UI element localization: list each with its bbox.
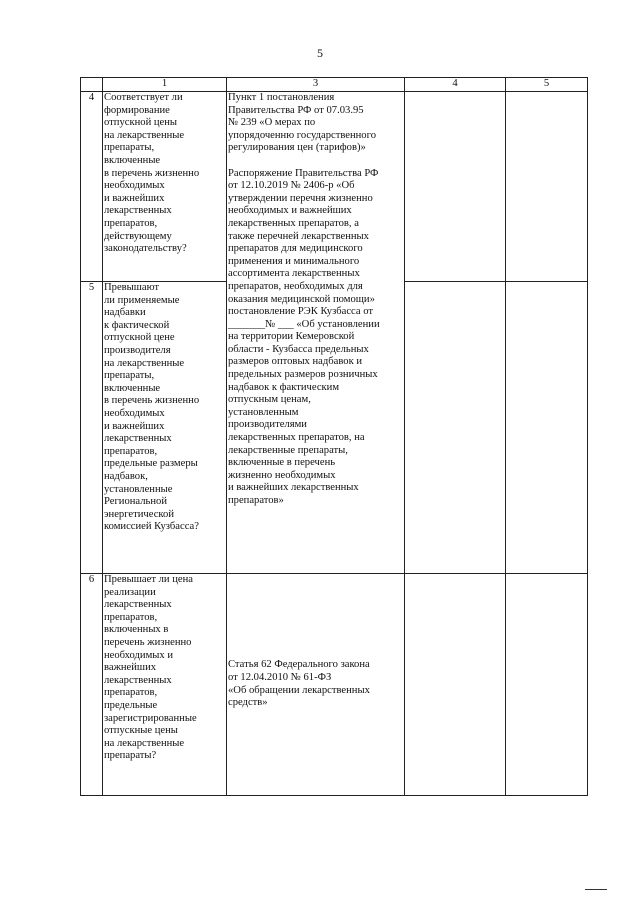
question-line: лекарственных bbox=[104, 599, 172, 611]
basis-line: Распоряжение Правительства РФ bbox=[228, 167, 379, 179]
question-line: Превышают bbox=[104, 282, 160, 293]
legal-basis-cell bbox=[227, 92, 405, 574]
question-line: Соответствует ли bbox=[104, 92, 183, 103]
row-number: 4 bbox=[81, 92, 103, 282]
note-cell bbox=[506, 574, 588, 796]
basis-line: и важнейших лекарственных bbox=[228, 482, 359, 494]
question-cell bbox=[103, 92, 227, 282]
blank-line bbox=[228, 155, 403, 168]
basis-line: Пункт 1 постановления bbox=[228, 92, 335, 103]
header-cell-num bbox=[81, 78, 103, 92]
question-line: препаратов, bbox=[104, 687, 158, 699]
question-line: препаратов, bbox=[104, 611, 158, 623]
basis-line: жизненно необходимых bbox=[228, 469, 336, 481]
question-line: Региональной bbox=[104, 496, 167, 508]
header-cell-4: 4 bbox=[405, 78, 506, 92]
question-line: производителя bbox=[104, 344, 171, 356]
question-line: препараты, bbox=[104, 142, 155, 154]
table-row bbox=[81, 92, 588, 282]
question-line: препаратов, bbox=[104, 217, 158, 229]
basis-line: препаратов» bbox=[228, 495, 284, 506]
basis-line: размеров оптовых надбавок и bbox=[228, 356, 363, 368]
question-line: реализации bbox=[104, 586, 156, 598]
basis-line: включенные в перечень bbox=[228, 457, 336, 469]
question-line: необходимых bbox=[104, 407, 165, 419]
question-line: в перечень жизненно bbox=[104, 167, 200, 179]
basis-line: препаратов, необходимых для bbox=[228, 280, 363, 292]
note-cell bbox=[506, 92, 588, 282]
question-line: препараты, bbox=[104, 370, 155, 382]
basis-line: необходимых и важнейших bbox=[228, 205, 352, 217]
basis-line: производителями bbox=[228, 419, 307, 431]
basis-line: лекарственных препаратов, на bbox=[228, 432, 365, 444]
basis-line: предельных размеров розничных bbox=[228, 369, 378, 381]
question-line: установленные bbox=[104, 483, 173, 495]
basis-line: средств» bbox=[228, 697, 268, 709]
header-cell-5: 5 bbox=[506, 78, 588, 92]
question-line: отпускной цене bbox=[104, 332, 175, 344]
question-line: надбавок, bbox=[104, 470, 148, 482]
question-line: предельные размеры bbox=[104, 458, 198, 470]
legal-basis-cell bbox=[227, 574, 405, 796]
question-line: необходимых bbox=[104, 180, 165, 192]
basis-line: от 12.04.2010 № 61-ФЗ bbox=[228, 671, 332, 683]
question-line: надбавки bbox=[104, 307, 146, 319]
answer-cell bbox=[405, 92, 506, 282]
question-line: на лекарственные bbox=[104, 129, 185, 141]
row-number: 6 bbox=[81, 574, 103, 796]
question-line: предельные bbox=[104, 699, 158, 711]
basis-line: от 12.10.2019 № 2406-р «Об bbox=[228, 180, 355, 192]
question-line: и важнейших bbox=[104, 192, 165, 204]
question-line: действующему bbox=[104, 230, 172, 242]
question-line: лекарственных bbox=[104, 205, 172, 217]
basis-line: отпускным ценам, bbox=[228, 394, 311, 406]
question-line: необходимых и bbox=[104, 649, 174, 661]
question-line: важнейших bbox=[104, 662, 157, 674]
checklist-table bbox=[80, 77, 588, 796]
basis-line: оказания медицинской помощи» bbox=[228, 293, 375, 305]
answer-cell bbox=[405, 282, 506, 574]
question-line: отпускной цены bbox=[104, 117, 178, 129]
question-line: законодательству? bbox=[104, 243, 187, 255]
question-line: формирование bbox=[104, 104, 170, 116]
basis-line: лекарственные препараты, bbox=[228, 444, 348, 456]
question-line: и важнейших bbox=[104, 420, 165, 432]
question-line: включенных в bbox=[104, 624, 169, 636]
question-line: зарегистрированные bbox=[104, 712, 197, 724]
question-line: препаратов, bbox=[104, 445, 158, 457]
basis-line: на территории Кемеровской bbox=[228, 331, 355, 343]
question-line: к фактической bbox=[104, 319, 170, 331]
question-line: в перечень жизненно bbox=[104, 395, 200, 407]
basis-line: также перечней лекарственных bbox=[228, 230, 369, 242]
question-line: препараты? bbox=[104, 750, 157, 762]
question-line: на лекарственные bbox=[104, 737, 185, 749]
basis-line: утверждении перечня жизненно bbox=[228, 192, 373, 204]
header-row bbox=[81, 78, 588, 92]
basis-line: области - Кузбасса предельных bbox=[228, 343, 369, 355]
basis-line: надбавок к фактическим bbox=[228, 381, 340, 393]
question-line: перечень жизненно bbox=[104, 636, 192, 648]
answer-cell bbox=[405, 574, 506, 796]
basis-line: регулирования цен (тарифов)» bbox=[228, 142, 366, 154]
question-line: лекарственных bbox=[104, 433, 172, 445]
basis-line: упорядоченню государственного bbox=[228, 129, 376, 141]
row-number: 5 bbox=[81, 282, 103, 574]
question-line: на лекарственные bbox=[104, 357, 185, 369]
page-number: 5 bbox=[317, 46, 323, 60]
basis-line: Правительства РФ от 07.03.95 bbox=[228, 104, 364, 116]
table-row bbox=[81, 574, 588, 796]
basis-line: лекарственных препаратов, а bbox=[228, 217, 359, 229]
question-line: лекарственных bbox=[104, 674, 172, 686]
header-cell-3: 3 bbox=[227, 78, 405, 92]
basis-line: № 239 «О мерах по bbox=[228, 117, 316, 129]
footer-mark bbox=[585, 889, 607, 890]
note-cell bbox=[506, 282, 588, 574]
question-line: включенные bbox=[104, 382, 161, 394]
question-line: энергетической bbox=[104, 508, 174, 520]
question-line: отпускные цены bbox=[104, 725, 178, 737]
question-line: Превышает ли цена bbox=[104, 574, 193, 585]
basis-line: постановление РЭК Кузбасса от bbox=[228, 306, 374, 318]
question-cell bbox=[103, 282, 227, 574]
question-line: комиссией Кузбасса? bbox=[104, 521, 199, 533]
basis-line: применения и минимального bbox=[228, 255, 360, 267]
basis-line: ассортимента лекарственных bbox=[228, 268, 360, 280]
basis-line: установленным bbox=[228, 406, 299, 418]
basis-line: препаратов для медицинского bbox=[228, 243, 363, 255]
header-cell-1: 1 bbox=[103, 78, 227, 92]
question-cell bbox=[103, 574, 227, 796]
question-line: ли применяемые bbox=[104, 294, 180, 306]
basis-line: «Об обращении лекарственных bbox=[228, 684, 370, 696]
basis-line: Статья 62 Федерального закона bbox=[228, 659, 370, 671]
question-line: включенные bbox=[104, 154, 161, 166]
basis-line: _______№ ___ «Об установлении bbox=[228, 318, 380, 330]
